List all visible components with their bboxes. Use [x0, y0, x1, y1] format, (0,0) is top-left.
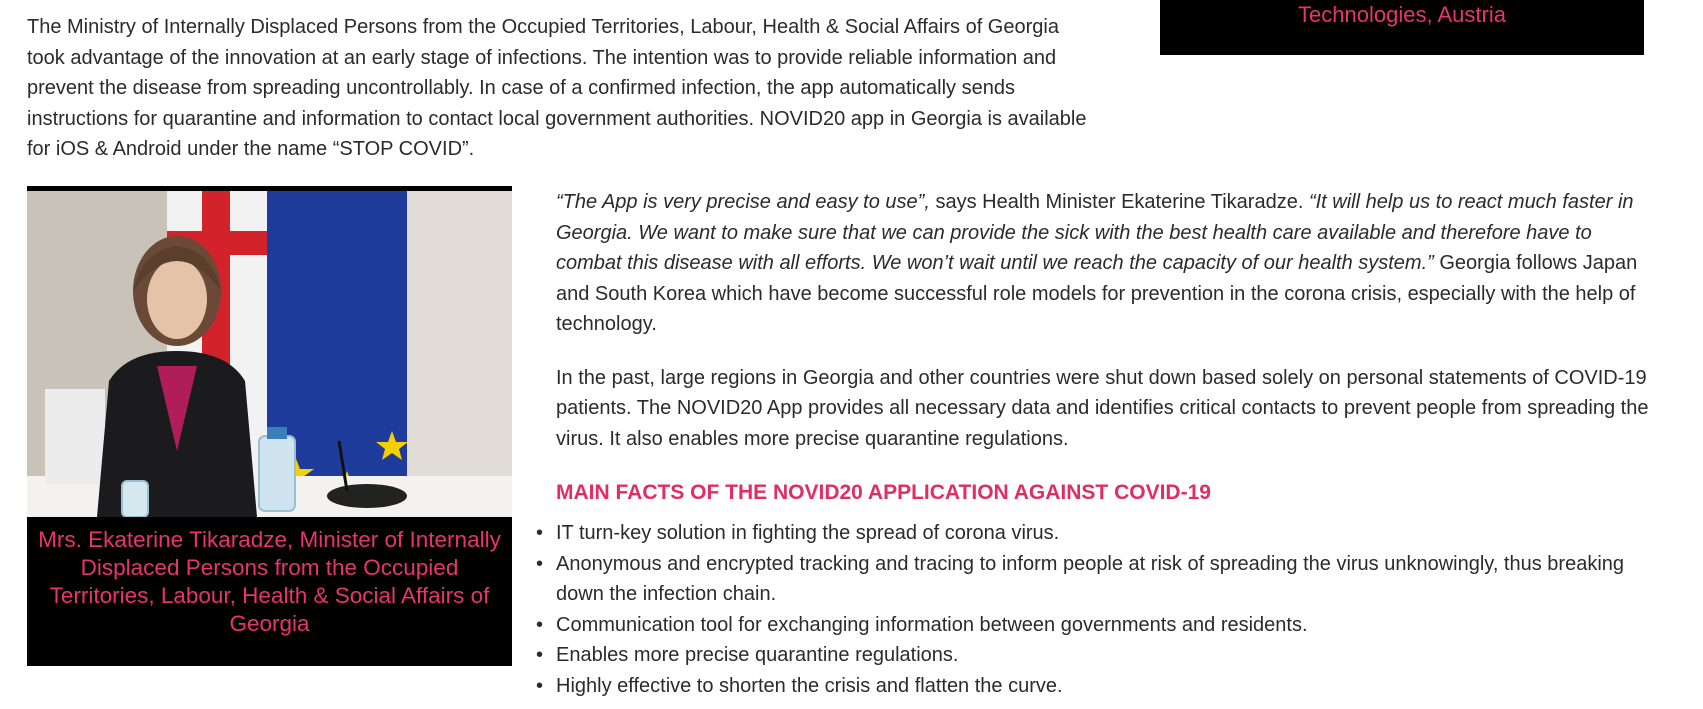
quote-part-2: “It will help us to react much faster in Georgia. We want to make sure that we can provide the sick with the best health care available and therefore have to combat this disease with all efforts. We won’t wait until we reach the capacity of our health system.”: [556, 191, 1634, 274]
past-paragraph: In the past, large regions in Georgia and other countries were shut down based solely on personal statements of COVID-19 patients. The NOVID20 App provides all necessary data and identifies critical contacts to prevent people from spreading the virus. It also enables more precise quarantine regulations.: [556, 366, 1649, 450]
fact-item: • Communication tool for exchanging information between governments and residents.: [556, 610, 1656, 641]
minister-photo: [27, 191, 512, 517]
fact-item: • Anonymous and encrypted tracking and tracing to inform people at risk of spreading the virus unknowingly, thus breaking down the infection chain.: [556, 549, 1656, 610]
fact-item: • Highly effective to shorten the crisis and flatten the curve.: [556, 671, 1656, 702]
quote-attribution: says Health Minister Ekaterine Tikaradze.: [929, 191, 1309, 213]
photo-caption: Mrs. Ekaterine Tikaradze, Minister of Internally Displaced Persons from the Occupied Territories, Labour, Health & Social Affairs of Georgia: [38, 527, 501, 636]
top-caption-text: Technologies, Austria: [1298, 2, 1506, 27]
article-right-column: [556, 187, 1656, 701]
facts-heading: MAIN FACTS OF THE NOVID20 APPLICATION AGAINST COVID-19: [556, 481, 1211, 504]
caption-float-spacer: [1102, 12, 1667, 132]
fact-item: • Enables more precise quarantine regulations.: [556, 640, 1656, 671]
quote-paragraph: [556, 187, 1656, 340]
fact-item: • IT turn-key solution in fighting the spread of corona virus.: [556, 518, 1656, 549]
intro-text: The Ministry of Internally Displaced Persons from the Occupied Territories, Labour, Health & Social Affairs of Georgia took advantage of the innovation at an early stage of infections. The intention was to provide reliable information and prevent the disease from spreading uncontrollably. In case of a confirmed infection, the app automatically sends instructions for quarantine and information to contact local government authorities. NOVID20 app in Georgia is available for iOS & Android under the name “STOP COVID”.: [27, 16, 1087, 160]
minister-photo-figure: [27, 186, 512, 666]
facts-list: [556, 518, 1656, 701]
minister-photo-illustration: [27, 191, 512, 517]
quote-part-1: “The App is very precise and easy to use”,: [556, 191, 930, 213]
intro-paragraph: [27, 12, 1667, 165]
quote-continuation: Georgia follows Japan and South Korea which have become successful role models for prevention in the corona crisis, especially with the help of technology.: [556, 252, 1638, 335]
